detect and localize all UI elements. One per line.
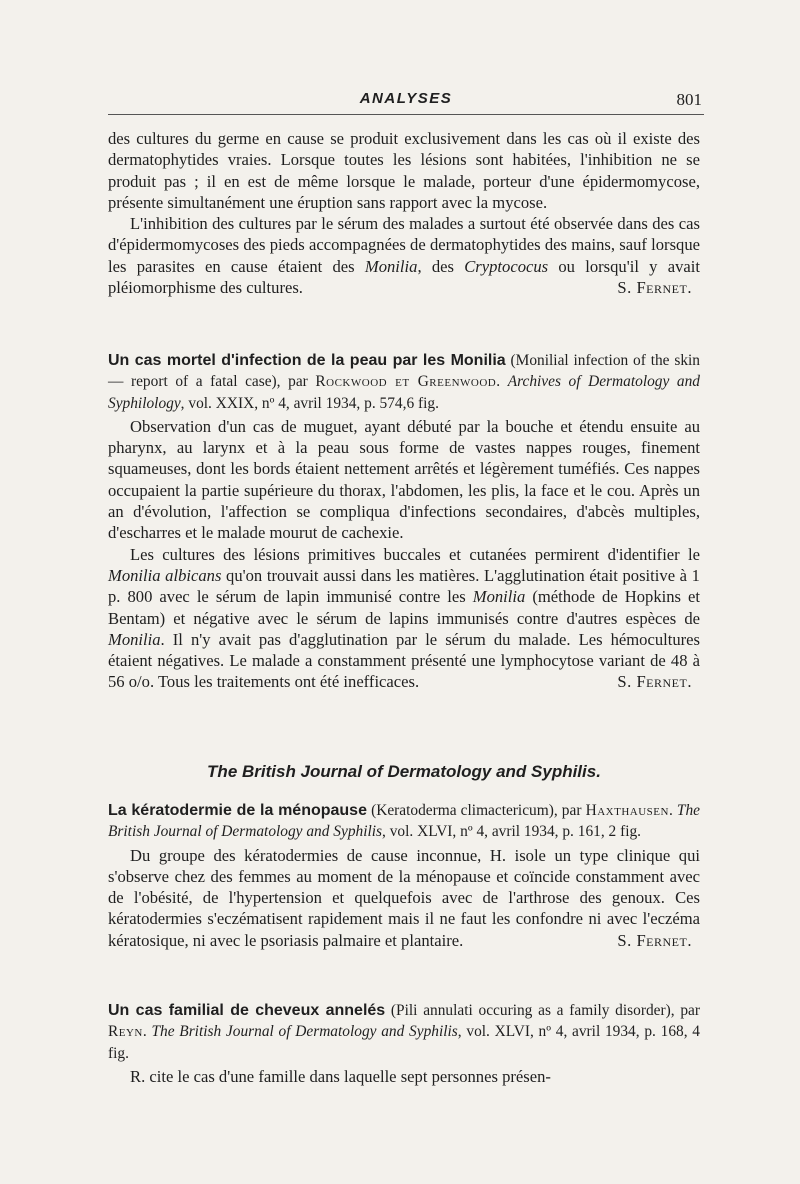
- article-monilia: [108, 350, 700, 693]
- running-title: ANALYSES: [359, 90, 453, 107]
- journal-name: The British Journal of Dermatology and Syphilis: [151, 1023, 458, 1041]
- authors: Reyn: [108, 1023, 143, 1041]
- article-keratodermie: [108, 800, 700, 951]
- section-continuation: [108, 128, 700, 298]
- authors: Haxthausen: [585, 802, 669, 819]
- signature: S. Fernet.: [617, 672, 692, 692]
- signature: S. Fernet.: [617, 930, 692, 950]
- paragraph: des cultures du germe en cause se produit exclusivement dans les cas où il existe des dermatophytides vraies. Lorsque toutes les lésions sont habitées, l'inhibition ne se produit pas ; il en est de même lorsque le malade, porteur d'une épidermomycose, présente simultanément une éruption sans rapport avec la mycose.: [108, 129, 700, 212]
- page-number: 801: [676, 90, 702, 109]
- running-header: [108, 90, 704, 115]
- article-citation: Un cas familial de cheveux annelés (Pili annulati occuring as a family disorder), par Reyn. The British Journal of Dermatology and Syphilis, vol. XLVI, nº 4, avril 1934, p. 168, 4 fig.: [108, 1002, 700, 1062]
- article-citation: La kératodermie de la ménopause (Keratoderma climactericum), par Haxthausen. The British Journal of Dermatology and Syphilis, vol. XLVI, nº 4, avril 1934, p. 161, 2 fig.: [108, 802, 701, 841]
- paragraph: L'inhibition des cultures par le sérum des malades a surtout été observée dans des cas d'épidermomycoses des pieds accompagnées de dermatophytides des mains, sauf lorsque les parasites en cause étaient des Monilia, des Cryptococus ou lorsqu'il y avait pléiomorphisme des cultures. S. Fernet.: [108, 214, 700, 298]
- article-heading: La kératodermie de la ménopause: [108, 802, 367, 819]
- journal-name: The British Journal of Dermatology and Syphilis: [108, 802, 701, 841]
- article-citation: Un cas mortel d'infection de la peau par les Monilia (Monilial infection of the skin — report of a fatal case), par Rockwood et Greenwood. Archives of Dermatology and Syphilology, vol. XXIX, nº 4, avril 1934, p. 574,6 fig.: [108, 352, 701, 412]
- article-heading: Un cas mortel d'infection de la peau par les Monilia: [108, 352, 506, 369]
- article-heading: Un cas familial de cheveux annelés: [108, 1002, 386, 1019]
- signature: S. Fernet.: [617, 278, 692, 298]
- paragraph: Observation d'un cas de muguet, ayant débuté par la bouche et étendu ensuite au pharynx, au larynx et à la peau sous forme de vastes nappes rouges, finement squameuses, dont les bords étaient nettement arrêtés et légèrement tuméfiés. Ces nappes occupaient la partie supérieure du thorax, l'abdomen, les plis, la face et le cou. Après un an d'évolution, l'affection se compliqua d'infections secondaires, d'abcès multiples, d'escharres et le malade mourut de cachexie.: [108, 416, 700, 543]
- paragraph: Du groupe des kératodermies de cause inconnue, H. isole un type clinique qui s'observe chez des femmes au moment de la ménopause et coïncide constamment avec de l'obésité, de l'hypertension et quelquefois avec de l'arthrose des genoux. Ces kératodermies s'eczématisent rapidement mais il ne faut les confondre ni avec l'eczéma kératosique, ni avec le psoriasis palmaire et plantaire. S. Fernet.: [108, 845, 700, 950]
- paragraph: Les cultures des lésions primitives buccales et cutanées permirent d'identifier le Monilia albicans qu'on trouvait aussi dans les matières. L'agglutination était positive à 1 p. 800 avec le sérum de lapin immunisé contre les Monilia (méthode de Hopkins et Bentam) et négative avec le sérum de lapins immunisés contre d'autres espèces de Monilia. Il n'y avait pas d'agglutination par le sérum du malade. Les hémocultures étaient négatives. Le malade a constamment présenté une lymphocytose variant de 48 à 56 o/o. Tous les traitements ont été inefficaces. S. Fernet.: [108, 544, 700, 692]
- article-cheveux: [108, 1000, 700, 1087]
- paragraph: R. cite le cas d'une famille dans laquelle sept personnes présen-: [130, 1066, 551, 1086]
- authors: Rockwood et Greenwood: [315, 373, 497, 391]
- journal-name: Archives of Dermatology and Syphilology: [108, 373, 700, 412]
- journal-section-title: The British Journal of Dermatology and Syphilis.: [207, 762, 601, 781]
